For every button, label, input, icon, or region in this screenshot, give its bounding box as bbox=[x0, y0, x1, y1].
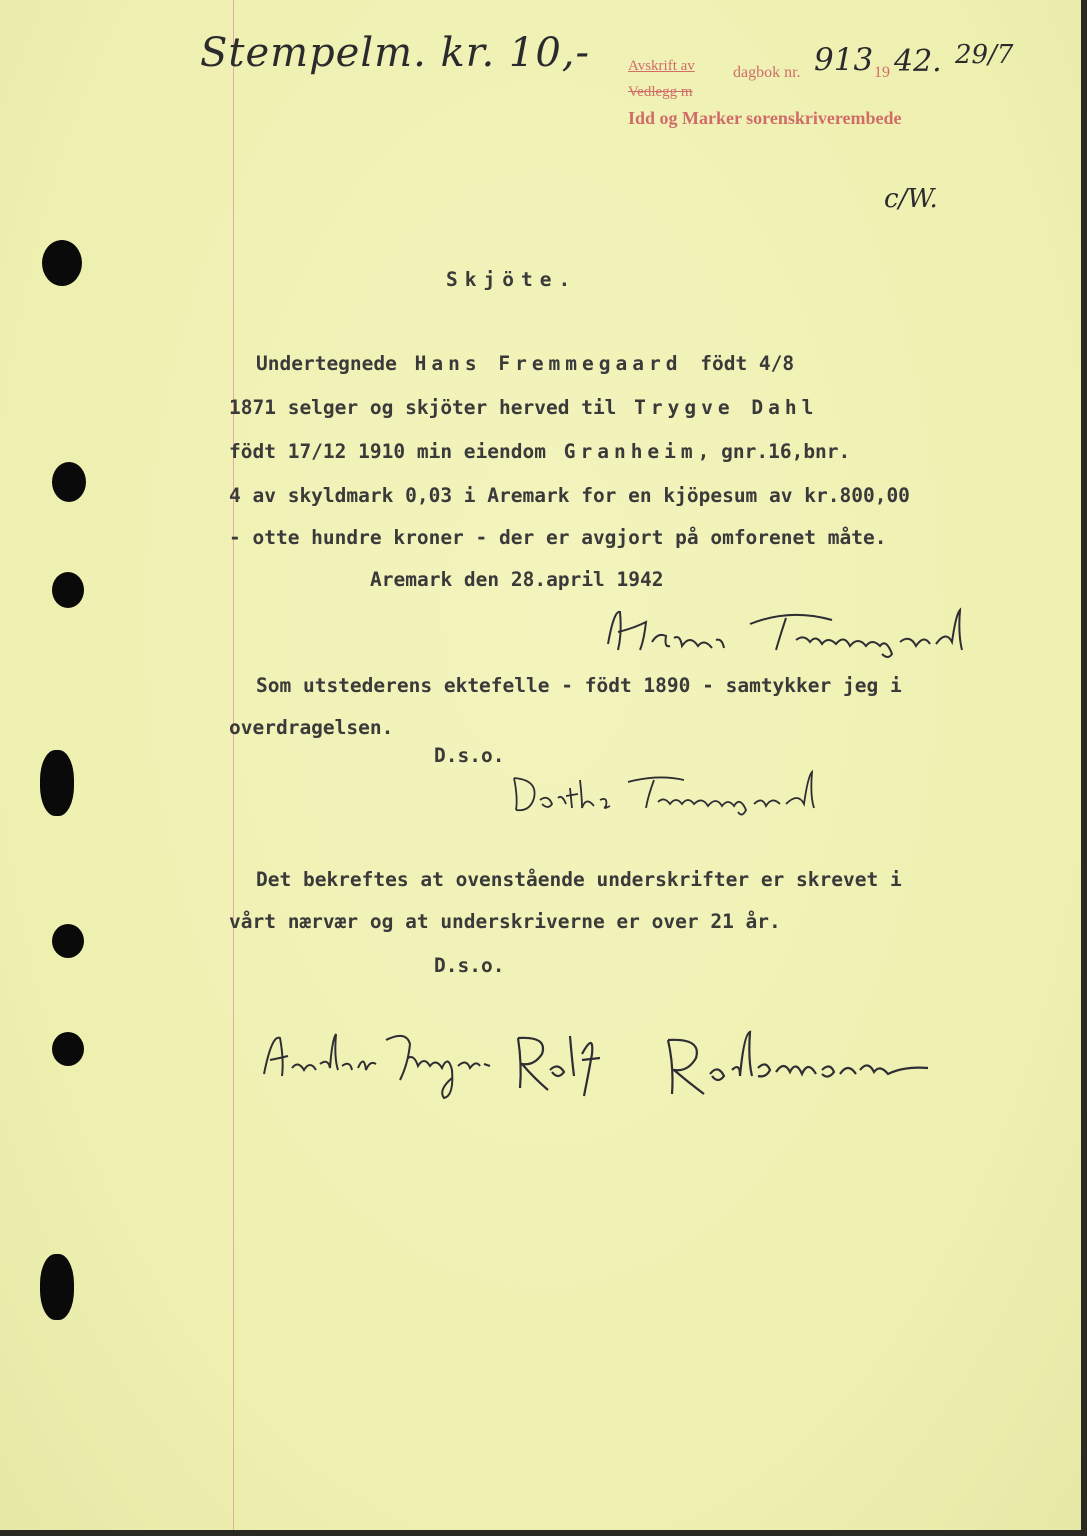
dso-label: D.s.o. bbox=[434, 954, 505, 977]
signature-witness-2 bbox=[508, 1024, 948, 1104]
stamp-office: Idd og Marker sorenskriverembede bbox=[628, 108, 902, 128]
punch-hole bbox=[52, 1032, 84, 1066]
consent-line-1: Som utstederens ektefelle - födt 1890 - samtykker jeg i bbox=[256, 674, 902, 697]
dagbok-number: 913 bbox=[814, 42, 874, 78]
year-handwritten: 42. bbox=[894, 44, 942, 79]
date-handwritten: 29/7 bbox=[955, 40, 1014, 70]
body-line-3 bbox=[229, 440, 850, 463]
buyer-name: Trygve Dahl bbox=[634, 396, 819, 419]
signature-witness-1 bbox=[258, 1024, 498, 1104]
body-text: födt 17/12 1910 min eiendom bbox=[229, 440, 546, 463]
body-line-2 bbox=[229, 396, 818, 419]
body-text: Undertegnede bbox=[256, 352, 397, 375]
margin-line bbox=[233, 0, 234, 1536]
body-text: 1871 selger og skjöter herved til bbox=[229, 396, 617, 419]
body-text: , gnr.16,bnr. bbox=[697, 440, 851, 463]
body-line-5: - otte hundre kroner - der er avgjort på omforenet måte. bbox=[229, 526, 887, 549]
dso-label: D.s.o. bbox=[434, 744, 505, 767]
stamp-year-prefix: 19 bbox=[874, 64, 890, 81]
punch-hole bbox=[42, 240, 82, 286]
seller-name: Hans Fremmegaard bbox=[414, 352, 683, 375]
punch-hole bbox=[40, 750, 74, 816]
place-date: Aremark den 28.april 1942 bbox=[370, 568, 664, 591]
signature-spouse bbox=[508, 768, 868, 818]
scan-edge bbox=[1081, 0, 1087, 1536]
punch-hole bbox=[40, 1254, 74, 1320]
stamp-avskrift: Avskrift av bbox=[628, 58, 695, 74]
punch-hole bbox=[52, 462, 86, 502]
body-text: födt 4/8 bbox=[700, 352, 795, 375]
signature-seller bbox=[600, 604, 1020, 660]
punch-hole bbox=[52, 572, 84, 608]
witness-line-2: vårt nærvær og at underskriverne er over 21 år. bbox=[229, 910, 781, 933]
stamp-dagbok: dagbok nr. bbox=[733, 64, 801, 81]
punch-hole bbox=[52, 924, 84, 958]
body-line-4: 4 av skyldmark 0,03 i Aremark for en kjöpesum av kr.800,00 bbox=[229, 484, 910, 507]
property-name: Granheim bbox=[563, 440, 698, 463]
clerk-initials: c/W. bbox=[884, 184, 938, 214]
witness-line-1: Det bekreftes at ovenstående underskrifter er skrevet i bbox=[256, 868, 902, 891]
stamp-vedlegg: Vedlegg m bbox=[628, 84, 693, 100]
scan-edge bbox=[0, 1530, 1087, 1536]
consent-line-2: overdragelsen. bbox=[229, 716, 394, 739]
stamp-duty-note: Stempelm. kr. 10,- bbox=[200, 30, 591, 76]
document-title: Skjöte. bbox=[446, 268, 578, 291]
body-line-1 bbox=[256, 352, 794, 375]
